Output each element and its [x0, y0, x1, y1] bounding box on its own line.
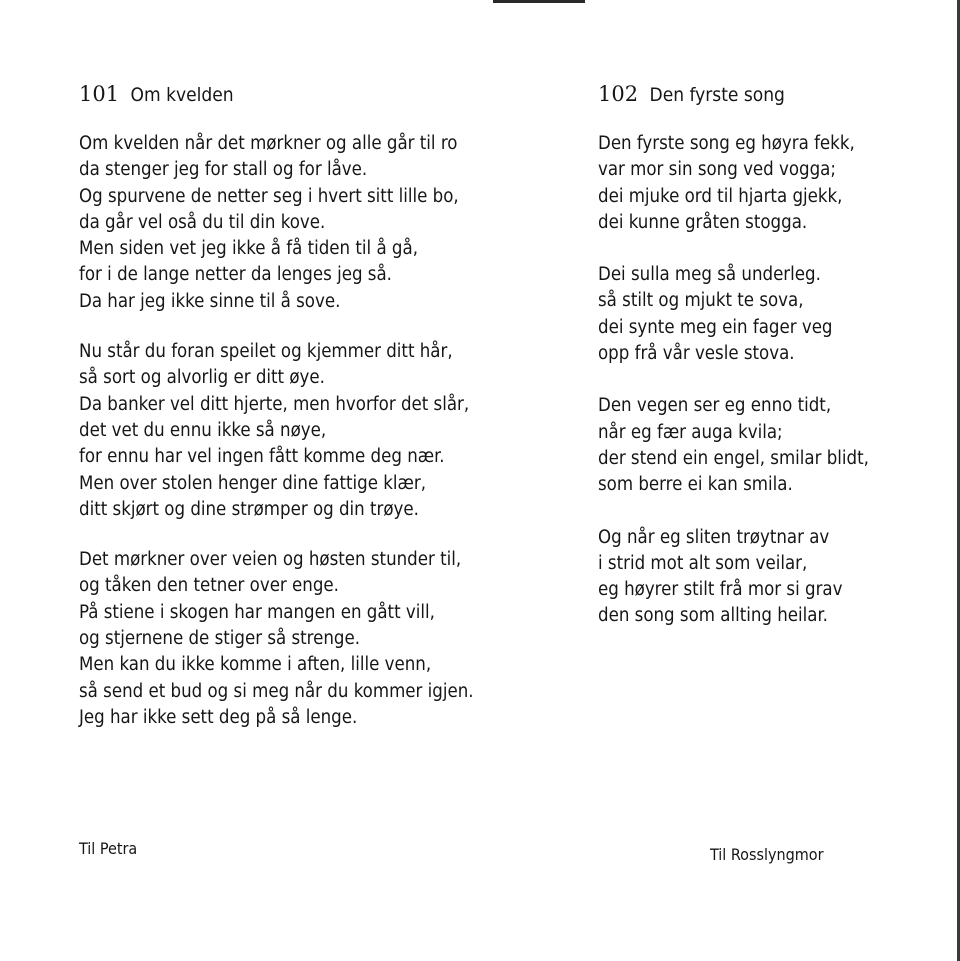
verse-line: og stjernene de stiger så strenge. — [79, 628, 361, 650]
verse-line: som berre ei kan smila. — [598, 474, 793, 496]
verse-line: så send et bud og si meg når du kommer igjen. — [79, 680, 474, 702]
verse-line: da går vel oså du til din kove. — [79, 211, 326, 233]
verse-line: eg høyrer stilt frå mor si grav — [598, 579, 843, 601]
verse-line: Den vegen ser eg enno tidt, — [598, 395, 832, 417]
verse-line: og tåken den tetner over enge. — [79, 575, 339, 597]
verse-line: var mor sin song ved vogga; — [598, 159, 836, 181]
verse-line: Jeg har ikke sett deg på så lenge. — [79, 706, 358, 728]
verse-line: Men kan du ikke komme i aften, lille venn, — [79, 654, 432, 676]
verse-line: dei kunne gråten stogga. — [598, 211, 808, 233]
poem-dedication: Til Rosslyngmor — [710, 845, 824, 864]
poem-body — [79, 131, 549, 755]
verse-line: for i de lange netter da lenges jeg så. — [79, 264, 392, 286]
verse-line: da stenger jeg for stall og for låve. — [79, 159, 368, 181]
verse-line: når eg fær auga kvila; — [598, 421, 783, 443]
stanza — [79, 547, 549, 731]
right-page — [560, 0, 960, 961]
verse-line: På stiene i skogen har mangen en gått vill, — [79, 601, 435, 623]
verse-line: Om kvelden når det mørkner og alle går til ro — [79, 133, 458, 154]
verse-line: for ennu har vel ingen fått komme deg nær. — [79, 446, 445, 468]
verse-line: så sort og alvorlig er ditt øye. — [79, 367, 325, 389]
poem-heading — [598, 80, 785, 109]
verse-line: Men over stolen henger dine fattige klær, — [79, 472, 427, 494]
verse-line: det vet du ennu ikke så nøye, — [79, 419, 327, 441]
stanza — [79, 131, 549, 315]
stanza — [598, 262, 948, 367]
verse-line: i strid mot alt som veilar, — [598, 552, 808, 574]
verse-line: opp frå vår vesle stova. — [598, 343, 795, 365]
verse-line: så stilt og mjukt te sova, — [598, 290, 804, 312]
verse-line: Den fyrste song eg høyra fekk, — [598, 133, 855, 154]
verse-line: der stend ein engel, smilar blidt, — [598, 447, 869, 469]
verse-line: Nu står du foran speilet og kjemmer ditt hår, — [79, 341, 453, 363]
poem-dedication: Til Petra — [79, 839, 138, 858]
stanza — [598, 525, 948, 630]
verse-line: Da har jeg ikke sinne til å sove. — [79, 290, 341, 312]
verse-line: Da banker vel ditt hjerte, men hvorfor det slår, — [79, 393, 470, 415]
verse-line: Dei sulla meg så underleg. — [598, 264, 821, 286]
stanza — [598, 131, 948, 236]
verse-line: Og når eg sliten trøytnar av — [598, 526, 830, 548]
verse-line: den song som allting heilar. — [598, 605, 828, 627]
verse-line: Men siden vet jeg ikke å få tiden til å gå, — [79, 238, 418, 260]
verse-line: Det mørkner over veien og høsten stunder til, — [79, 549, 462, 571]
verse-line: ditt skjørt og dine strømper og din trøye. — [79, 498, 419, 520]
poem-title: Den fyrste song — [649, 84, 785, 106]
verse-line: Og spurvene de netter seg i hvert sitt lille bo, — [79, 185, 459, 207]
stanza — [598, 393, 948, 498]
poem-body — [598, 131, 948, 656]
stanza — [79, 339, 549, 523]
poem-heading — [79, 80, 234, 109]
verse-line: dei synte meg ein fager veg — [598, 316, 833, 338]
poem-title: Om kvelden — [130, 84, 234, 106]
poem-number: 102 — [598, 82, 639, 106]
verse-line: dei mjuke ord til hjarta gjekk, — [598, 185, 843, 207]
poem-number: 101 — [79, 82, 120, 106]
